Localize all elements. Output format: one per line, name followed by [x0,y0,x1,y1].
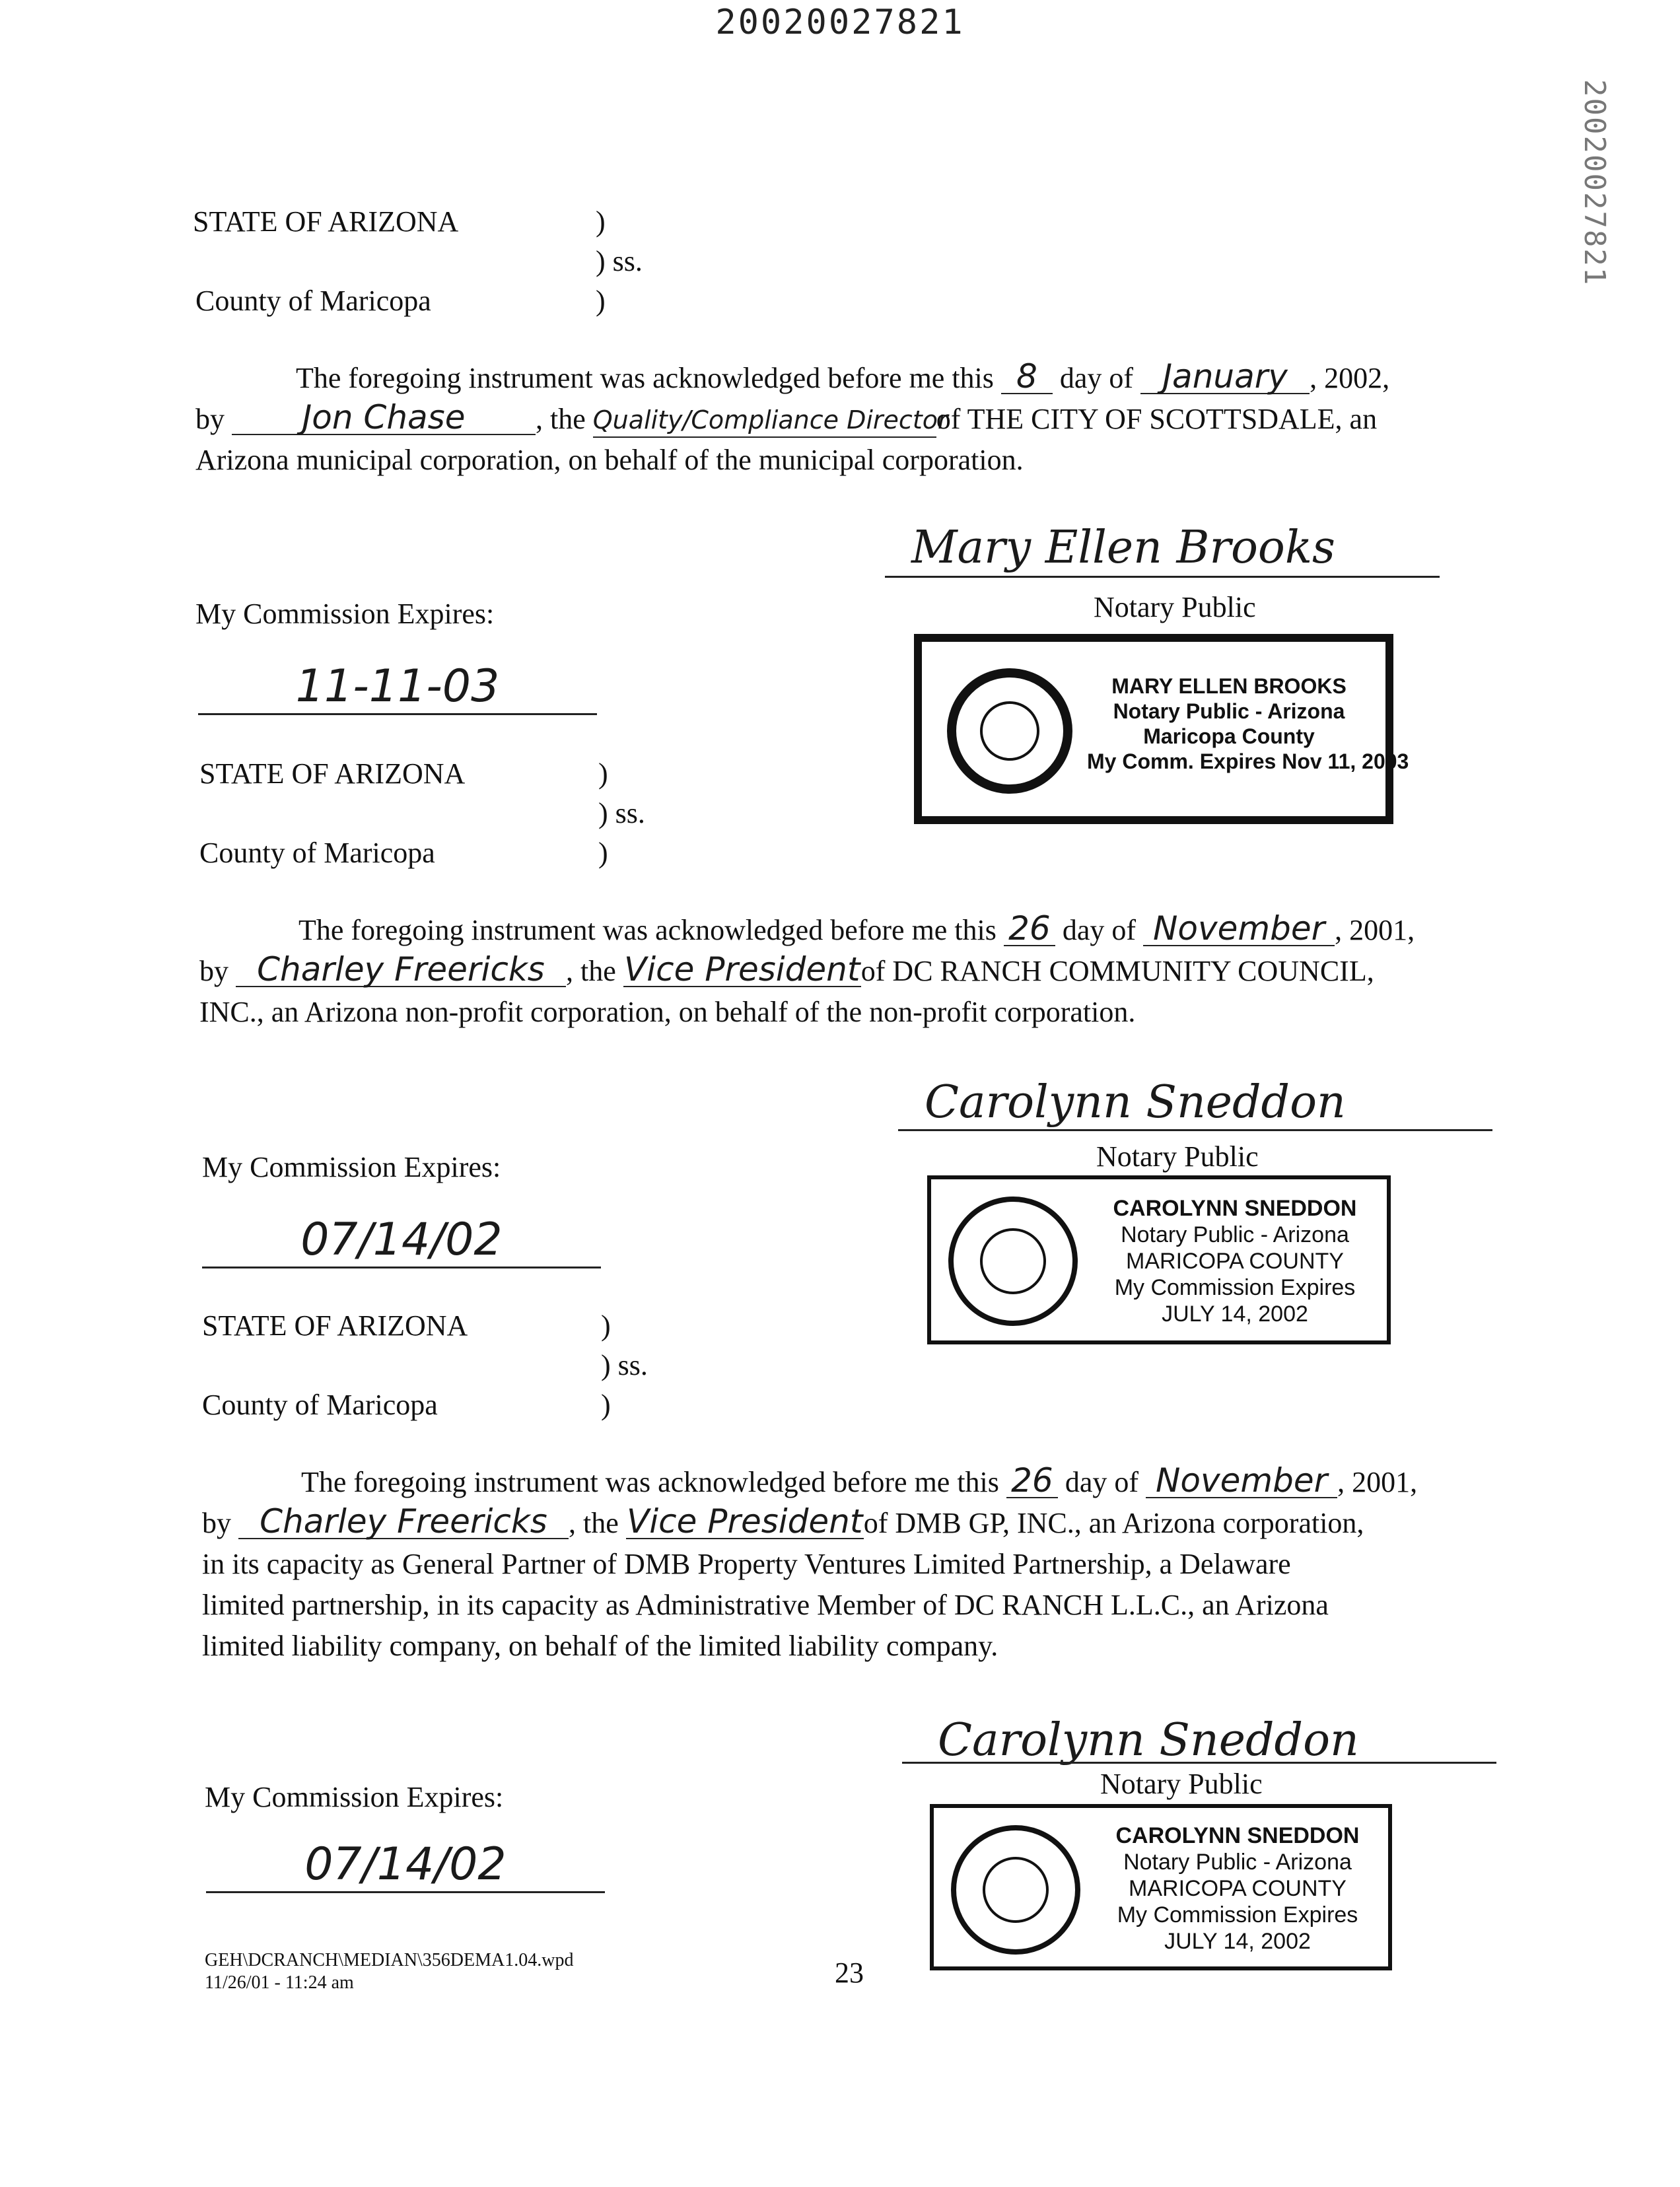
stamp-notary-name: MARY ELLEN BROOKS [1111,674,1347,698]
signer-title-field: Vice President [624,950,860,989]
acknowledgment-line-5: limited liability company, on behalf of the limited liability company. [202,1630,998,1662]
notary-public-label: Notary Public [1096,1140,1259,1173]
stamp-notary-name: CAROLYNN SNEDDON [1113,1196,1357,1221]
venue-paren: ) [598,837,608,869]
notary-public-label: Notary Public [1100,1768,1263,1800]
commission-expires-label: My Commission Expires: [195,598,495,630]
commission-expires-label: My Commission Expires: [205,1781,504,1813]
county-label: County of Maricopa [202,1389,438,1421]
acknowledgment-line-3: in its capacity as General Partner of DMB Property Ventures Limited Partnership, a Delaware [202,1548,1291,1580]
acknowledgment-line-3: Arizona municipal corporation, on behalf of the municipal corporation. [195,444,1024,476]
ack-text: The foregoing instrument was acknowledged before me this [296,362,994,394]
stamp-county: MARICOPA COUNTY [1129,1876,1347,1901]
signature-line [885,576,1440,578]
stamp-county: MARICOPA COUNTY [1126,1249,1344,1274]
signature-line [898,1129,1492,1131]
signer-name-field: Charley Freericks [236,953,566,987]
stamp-county: Maricopa County [1143,724,1315,748]
stamp-expiration-date: JULY 14, 2002 [1162,1302,1308,1327]
ack-text: , 2002, [1310,362,1390,394]
state-seal-icon [951,1825,1080,1955]
acknowledgment-line-3: INC., an Arizona non-profit corporation, on behalf of the non-profit corporation. [199,996,1136,1028]
notary-signature: Carolynn Sneddon [925,1076,1346,1128]
day-field: 8 [1001,360,1053,394]
commission-expires-date: 11-11-03 [198,660,597,715]
ack-text: , 2001, [1337,1466,1418,1498]
ack-text: The foregoing instrument was acknowledged before me this [301,1466,999,1498]
page-number: 23 [835,1957,864,1989]
signer-name-field: Jon Chase [232,401,536,435]
county-label: County of Maricopa [199,837,435,869]
ack-text: , the [536,403,586,435]
notary-stamp [914,634,1409,824]
stamp-notary-title: Notary Public - Arizona [1123,1850,1352,1875]
stamp-notary-title: Notary Public - Arizona [1113,699,1345,723]
document-number: 20020027821 [715,3,965,42]
stamp-notary-name: CAROLYNN SNEDDON [1115,1823,1360,1848]
commission-expires-date: 07/14/02 [206,1838,605,1893]
ack-text: by [195,403,225,435]
commission-expires-label: My Commission Expires: [202,1151,501,1183]
notary-signature: Mary Ellen Brooks [911,522,1335,574]
notary-signature: Carolynn Sneddon [938,1714,1359,1766]
ack-text: , the [569,1507,619,1539]
ack-text: by [202,1507,231,1539]
state-seal-icon [948,1197,1078,1326]
commission-expires-date: 07/14/02 [202,1214,601,1268]
signer-name-field: Charley Freericks [238,1505,569,1539]
signer-title-field: Vice President [627,1502,863,1541]
acknowledgment-line-1 [301,1462,1417,1503]
stamp-expiration: My Comm. Expires Nov 11, 2003 [1087,749,1409,773]
ack-text: , 2001, [1335,914,1415,946]
side-recording-stamp [1564,79,1617,304]
state-label: STATE OF ARIZONA [193,205,459,238]
stamp-expiration-date: JULY 14, 2002 [1164,1929,1311,1954]
state-label: STATE OF ARIZONA [202,1309,468,1342]
signer-title-field: Quality/Compliance Director [593,403,936,438]
acknowledgment-line-2 [195,399,1377,440]
notary-stamp [927,1175,1391,1344]
venue-paren: ) [601,1389,611,1421]
ss-label: ) ss. [596,245,643,277]
day-field: 26 [1004,912,1055,946]
state-label: STATE OF ARIZONA [199,757,466,790]
ack-text: day of [1059,362,1134,394]
venue-paren: ) [598,757,608,790]
month-field: January [1140,360,1310,394]
day-field: 26 [1006,1464,1058,1498]
month-field: November [1143,912,1335,946]
notary-stamp [930,1804,1392,1970]
stamp-notary-title: Notary Public - Arizona [1121,1222,1349,1247]
footer-file-info [205,1949,573,1994]
signature-line [902,1762,1496,1764]
acknowledgment-line-4: limited partnership, in its capacity as Administrative Member of DC RANCH L.L.C., an Arizona [202,1589,1329,1621]
venue-paren: ) [596,205,606,238]
ack-text: by [199,955,228,987]
ack-text: , the [566,955,616,987]
venue-paren: ) [601,1309,611,1342]
stamp-expiration-label: My Commission Expires [1117,1902,1358,1927]
stamp-expiration-label: My Commission Expires [1114,1275,1356,1300]
footer-file-path: GEH\DCRANCH\MEDIAN\356DEMA1.04.wpd [205,1950,574,1970]
state-seal-icon [947,668,1072,794]
county-label: County of Maricopa [195,285,431,317]
ack-text: day of [1065,1466,1139,1498]
ack-text: of DMB GP, INC., an Arizona corporation, [863,1507,1364,1539]
ss-label: ) ss. [598,797,645,829]
ack-text: The foregoing instrument was acknowledged before me this [298,914,997,946]
acknowledgment-line-2 [202,1503,1364,1544]
month-field: November [1146,1464,1337,1498]
venue-paren: ) [596,285,606,317]
footer-file-date: 11/26/01 - 11:24 am [205,1972,354,1993]
side-stamp-text: 20020027821 [1578,79,1611,287]
acknowledgment-line-1 [296,358,1389,399]
ss-label: ) ss. [601,1349,648,1381]
ack-text: of THE CITY OF SCOTTSDALE, an [936,403,1378,435]
acknowledgment-line-1 [298,910,1415,951]
ack-text: of DC RANCH COMMUNITY COUNCIL, [860,955,1374,987]
ack-text: day of [1062,914,1137,946]
notary-public-label: Notary Public [1094,591,1256,623]
acknowledgment-line-2 [199,951,1374,992]
